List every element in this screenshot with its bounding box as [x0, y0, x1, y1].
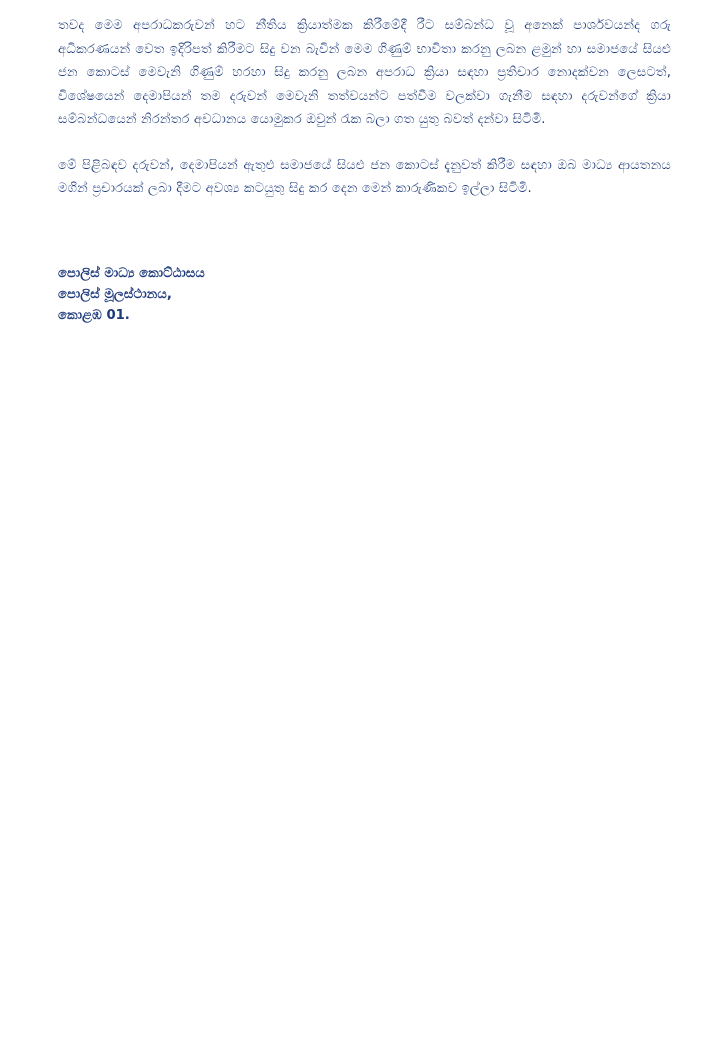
signature-line-2: පොලිස් මූලස්ථානය,	[58, 286, 172, 302]
paragraph-2: මේ පිළිබඳව දරුවන්, දෙමාපියන් ඇතුළු සමාජයේ සියළු ජන කොටස් දැනුවත් කිරීම සඳහා ඔබ මාධ්‍ය ආයතනය මගින් ප්‍රචාරයක් ලබා දීමට අවශ්‍ය කටයුතු සිදු කර දෙන මෙන් කාරුණිකව ඉල්ලා සිටිමි.	[58, 157, 671, 196]
signature-block	[58, 263, 671, 327]
signature-line-1: පොලිස් මාධ්‍ය කොට්ඨාසය	[58, 265, 205, 281]
page-blank-area	[58, 327, 671, 967]
signature-line-3: කොළඹ 01.	[58, 308, 130, 324]
paragraph-1: තවද මෙම අපරාධකරුවන් හට නීතිය ක්‍රියාත්මක කිරීමේදී රීට සම්බන්ධ වූ අනෙක් පාර්ශවයන්ද ගරු අධිකරණයන් වෙත ඉදිරිපත් කිරීමට සිදු වන බැවින් මෙම ගිණුම් භාවිතා කරනු ලබන ළමුන් හා සමාජයේ සියළු ජන කොටස් මෙවැනි ගිණුම් හරහා සිදු කරනු ලබන අපරාධ ක්‍රියා සඳහා ප්‍රතිචාර නොදක්වන ලෙසටත්, විශේෂයෙන් දෙමාපියන් තම දරුවන් මෙවැනි තත්වයන්ට පත්වීම වලක්වා ගැනීම සඳහා දරුවන්ගේ ක්‍රියා සම්බන්ධයෙන් නිරන්තර අවධානය යොමුකර ඔවුන් රැක බලා ගත යුතු බවත් දන්වා සිටිමි.	[58, 18, 671, 127]
